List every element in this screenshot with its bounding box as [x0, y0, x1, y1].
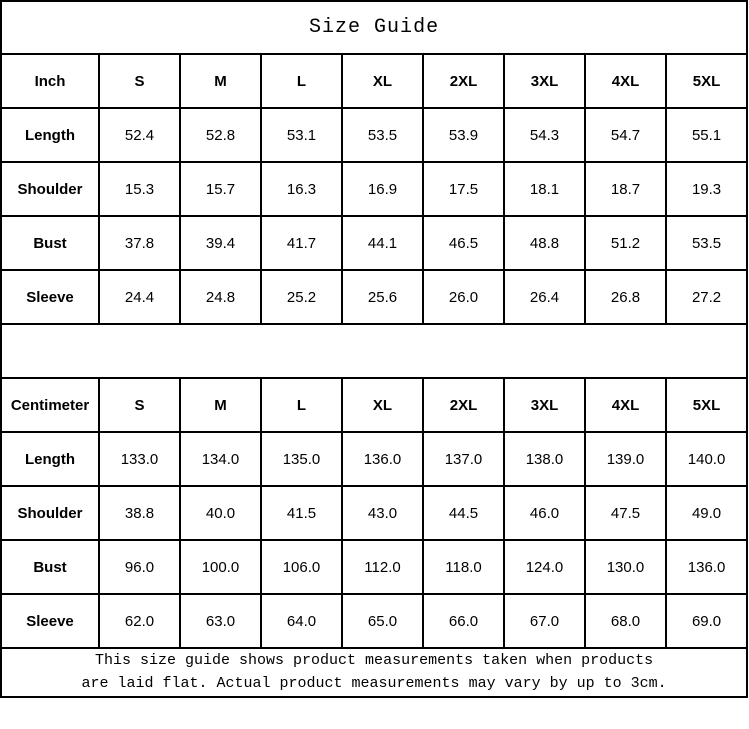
measurement-row [1, 540, 747, 594]
measurement-row [1, 432, 747, 486]
measurement-label: Bust [1, 540, 99, 594]
measurement-value: 18.1 [504, 162, 585, 216]
measurement-value: 139.0 [585, 432, 666, 486]
measurement-value: 138.0 [504, 432, 585, 486]
measurement-value: 24.4 [99, 270, 180, 324]
measurement-row [1, 270, 747, 324]
measurement-value: 64.0 [261, 594, 342, 648]
measurement-value: 49.0 [666, 486, 747, 540]
size-header-row [1, 378, 747, 432]
size-column-header: L [261, 378, 342, 432]
footer-note [1, 648, 747, 697]
measurement-value: 53.9 [423, 108, 504, 162]
footer-note-line-1: This size guide shows product measurements taken when products [95, 652, 654, 669]
measurement-label: Sleeve [1, 270, 99, 324]
size-column-header: XL [342, 54, 423, 108]
measurement-value: 66.0 [423, 594, 504, 648]
measurement-value: 134.0 [180, 432, 261, 486]
size-column-header: 5XL [666, 378, 747, 432]
measurement-value: 52.8 [180, 108, 261, 162]
measurement-value: 37.8 [99, 216, 180, 270]
measurement-value: 26.4 [504, 270, 585, 324]
size-column-header: S [99, 378, 180, 432]
measurement-value: 25.6 [342, 270, 423, 324]
measurement-value: 67.0 [504, 594, 585, 648]
measurement-label: Shoulder [1, 162, 99, 216]
measurement-value: 96.0 [99, 540, 180, 594]
measurement-value: 25.2 [261, 270, 342, 324]
measurement-row [1, 216, 747, 270]
unit-label: Inch [1, 54, 99, 108]
measurement-value: 54.7 [585, 108, 666, 162]
size-column-header: 4XL [585, 378, 666, 432]
measurement-value: 15.3 [99, 162, 180, 216]
measurement-value: 53.5 [666, 216, 747, 270]
measurement-value: 26.0 [423, 270, 504, 324]
measurement-value: 16.9 [342, 162, 423, 216]
measurement-value: 17.5 [423, 162, 504, 216]
measurement-value: 118.0 [423, 540, 504, 594]
footer-row [1, 648, 747, 697]
measurement-value: 63.0 [180, 594, 261, 648]
measurement-value: 48.8 [504, 216, 585, 270]
measurement-row [1, 486, 747, 540]
measurement-value: 52.4 [99, 108, 180, 162]
measurement-value: 112.0 [342, 540, 423, 594]
measurement-row [1, 108, 747, 162]
measurement-value: 38.8 [99, 486, 180, 540]
measurement-value: 15.7 [180, 162, 261, 216]
measurement-value: 39.4 [180, 216, 261, 270]
measurement-value: 41.7 [261, 216, 342, 270]
page-title: Size Guide [1, 1, 747, 54]
measurement-value: 47.5 [585, 486, 666, 540]
measurement-value: 46.5 [423, 216, 504, 270]
measurement-value: 62.0 [99, 594, 180, 648]
size-column-header: S [99, 54, 180, 108]
size-column-header: 5XL [666, 54, 747, 108]
measurement-value: 53.1 [261, 108, 342, 162]
footer-note-line-2: are laid flat. Actual product measurements may vary by up to 3cm. [81, 675, 667, 693]
measurement-label: Length [1, 432, 99, 486]
size-column-header: 3XL [504, 378, 585, 432]
spacer-row [1, 324, 747, 378]
measurement-value: 136.0 [666, 540, 747, 594]
measurement-label: Length [1, 108, 99, 162]
measurement-value: 46.0 [504, 486, 585, 540]
measurement-value: 124.0 [504, 540, 585, 594]
measurement-value: 68.0 [585, 594, 666, 648]
measurement-value: 130.0 [585, 540, 666, 594]
measurement-value: 24.8 [180, 270, 261, 324]
size-column-header: 3XL [504, 54, 585, 108]
measurement-value: 26.8 [585, 270, 666, 324]
measurement-value: 55.1 [666, 108, 747, 162]
size-column-header: M [180, 54, 261, 108]
measurement-value: 53.5 [342, 108, 423, 162]
size-column-header: L [261, 54, 342, 108]
measurement-value: 140.0 [666, 432, 747, 486]
measurement-value: 44.5 [423, 486, 504, 540]
measurement-value: 65.0 [342, 594, 423, 648]
table-spacer [1, 324, 747, 378]
size-column-header: 2XL [423, 378, 504, 432]
size-column-header: 2XL [423, 54, 504, 108]
size-column-header: 4XL [585, 54, 666, 108]
size-column-header: XL [342, 378, 423, 432]
title-row [1, 1, 747, 54]
measurement-value: 106.0 [261, 540, 342, 594]
measurement-row [1, 594, 747, 648]
measurement-value: 136.0 [342, 432, 423, 486]
measurement-value: 16.3 [261, 162, 342, 216]
measurement-label: Sleeve [1, 594, 99, 648]
measurement-value: 51.2 [585, 216, 666, 270]
measurement-row [1, 162, 747, 216]
measurement-value: 43.0 [342, 486, 423, 540]
measurement-value: 69.0 [666, 594, 747, 648]
measurement-value: 100.0 [180, 540, 261, 594]
measurement-value: 44.1 [342, 216, 423, 270]
measurement-label: Bust [1, 216, 99, 270]
size-column-header: M [180, 378, 261, 432]
measurement-value: 133.0 [99, 432, 180, 486]
measurement-value: 135.0 [261, 432, 342, 486]
measurement-value: 19.3 [666, 162, 747, 216]
measurement-value: 54.3 [504, 108, 585, 162]
measurement-value: 40.0 [180, 486, 261, 540]
size-header-row [1, 54, 747, 108]
measurement-value: 18.7 [585, 162, 666, 216]
measurement-value: 41.5 [261, 486, 342, 540]
unit-label: Centimeter [1, 378, 99, 432]
measurement-value: 137.0 [423, 432, 504, 486]
measurement-label: Shoulder [1, 486, 99, 540]
measurement-value: 27.2 [666, 270, 747, 324]
